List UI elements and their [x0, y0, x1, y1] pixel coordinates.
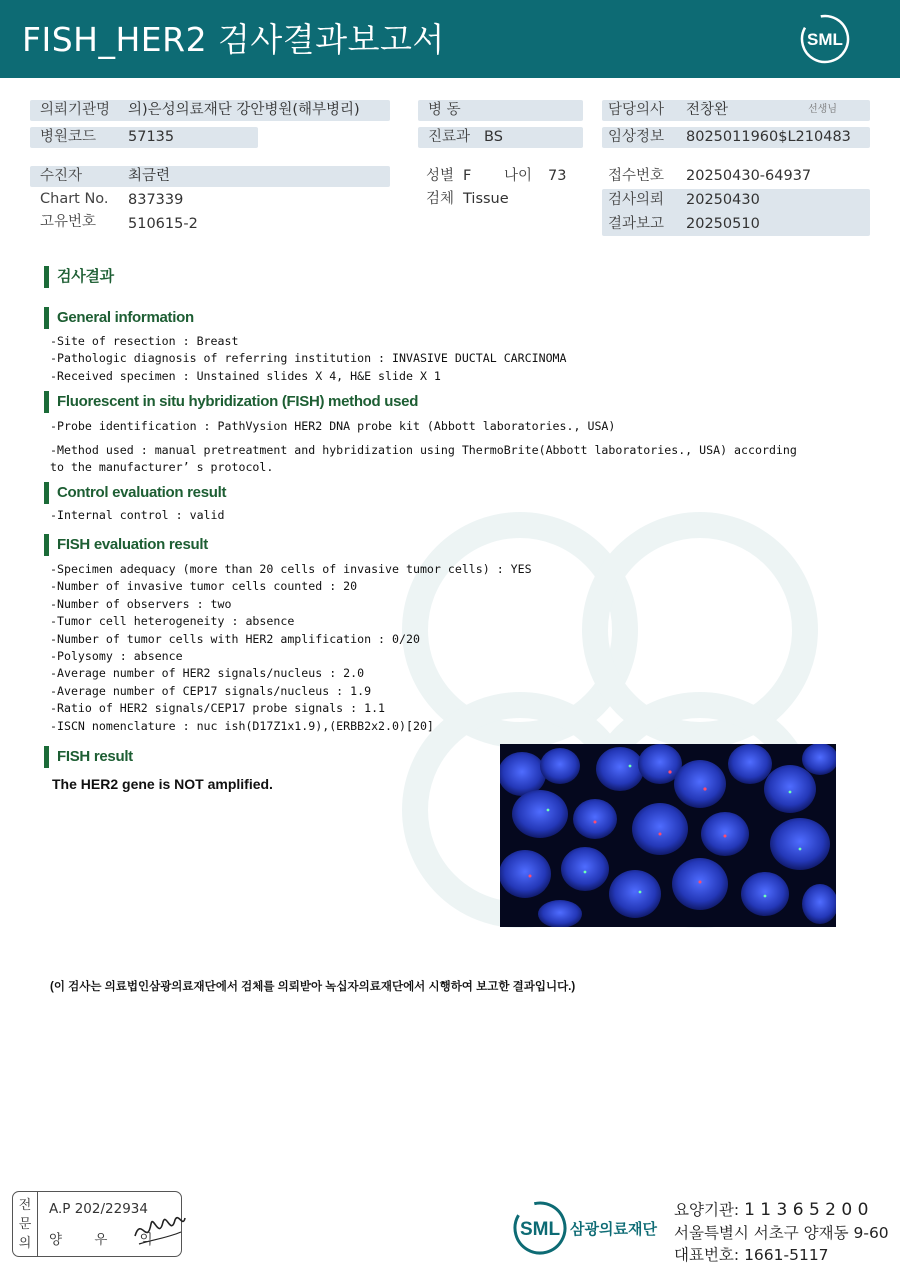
- footer-address: 서울특별시 서초구 양재동 9-60: [674, 1224, 889, 1242]
- fish-result-title: FISH result: [44, 746, 133, 768]
- probe-text: -Probe identification : PathVysion HER2 DNA probe kit (Abbott laboratories., USA): [50, 419, 616, 433]
- evaluation-title: FISH evaluation result: [44, 534, 208, 556]
- fish-microscopy-image: [500, 744, 836, 927]
- control-text: -Internal control : valid: [50, 508, 225, 522]
- dept-label: 진료과: [428, 129, 471, 145]
- stamp-side-char: 문: [18, 1216, 32, 1232]
- request-date-value: 20250430: [686, 192, 760, 208]
- stamp-side-label: [13, 1192, 38, 1256]
- specimen-value: Tissue: [463, 191, 509, 207]
- chart-value: 837339: [128, 192, 184, 208]
- footer-code-label: 요양기관:: [674, 1201, 740, 1219]
- chart-label: Chart No.: [40, 191, 109, 207]
- clinical-label: 임상정보: [608, 129, 665, 145]
- sex-value: F: [463, 168, 472, 184]
- fish-result-text: The HER2 gene is NOT amplified.: [52, 776, 273, 792]
- report-title: FISH_HER2 검사결과보고서: [22, 20, 445, 59]
- id-label: 고유번호: [40, 214, 97, 230]
- result-heading: 검사결과: [44, 266, 114, 288]
- id-value: 510615-2: [128, 216, 198, 232]
- dept-value: BS: [484, 129, 503, 145]
- clinical-value: 8025011960$L210483: [686, 129, 851, 145]
- ward-label: 병 동: [428, 102, 461, 118]
- general-info-title: General information: [44, 307, 194, 329]
- specimen-label: 검체: [426, 191, 455, 207]
- evaluation-text: -Specimen adequacy (more than 20 cells of invasive tumor cells) : YES -Number of invasive tumor cells counted : 20 -Number of observers : two -Tumor cell heterogeneity : absence -Number of tumor cells with HER2 amplification : 0/20 -Polysomy : absence -Average number of HER2 signals/nucleus : 2.0 -Average number of CEP17 signals/nucleus : 1.9 -Ratio of HER2 signals/CEP17 probe signals : 1.1 -ISCN nomenclature : nuc ish(D17Z1x1.9),(ERBB2x2.0)[20]: [50, 562, 532, 733]
- footer-code-line: [674, 1198, 868, 1220]
- footer-sml-logo-icon: [510, 1200, 570, 1256]
- general-info-text: -Site of resection : Breast -Pathologic diagnosis of referring institution : INVASIVE DUCTAL CARCINOMA -Received specimen : Unstained slides X 4, H&E slide X 1: [50, 334, 567, 383]
- stamp-side-char: 전: [18, 1197, 32, 1213]
- stamp-side-char: 의: [18, 1235, 32, 1251]
- sml-logo-icon: [800, 14, 850, 64]
- request-org-value: 의)은성의료재단 강안병원(해부병리): [128, 102, 360, 118]
- footer-code-value: 1 1 3 6 5 2 0 0: [744, 1200, 869, 1220]
- doctor-suffix: 선생님: [808, 104, 837, 115]
- stamp-license: A.P 202/22934: [49, 1201, 148, 1217]
- age-label: 나이: [504, 168, 533, 184]
- sex-label: 성별: [426, 168, 455, 184]
- patient-label: 수진자: [40, 168, 83, 184]
- report-date-label: 결과보고: [608, 216, 665, 232]
- stamp-name: 양 우 익: [49, 1232, 167, 1248]
- footer-phone-value: 1661-5117: [744, 1246, 829, 1264]
- report-date-value: 20250510: [686, 216, 760, 232]
- doctor-value: 전창완: [686, 102, 729, 118]
- control-title: Control evaluation result: [44, 482, 226, 504]
- svg-text:SML: SML: [519, 1219, 561, 1240]
- receipt-label: 접수번호: [608, 168, 665, 184]
- footer-phone-line: [674, 1243, 829, 1265]
- hospital-code-label: 병원코드: [40, 129, 97, 145]
- pathologist-stamp: [12, 1191, 182, 1257]
- footer-org-name: 삼광의료재단: [570, 1220, 657, 1238]
- patient-value: 최금련: [128, 168, 171, 184]
- footer-phone-label: 대표번호:: [674, 1246, 740, 1264]
- age-value: 73: [548, 168, 567, 184]
- request-org-label: 의뢰기관명: [40, 102, 111, 118]
- doctor-label: 담당의사: [608, 102, 665, 118]
- report-header: [0, 0, 900, 78]
- request-date-label: 검사의뢰: [608, 192, 665, 208]
- footnote: (이 검사는 의료법인삼광의료재단에서 검체를 의뢰받아 녹십자의료재단에서 시행하여 보고한 결과입니다.): [50, 981, 576, 993]
- svg-text:SML: SML: [807, 30, 843, 49]
- row-bar-patient: [30, 166, 390, 187]
- hospital-code-value: 57135: [128, 129, 175, 145]
- receipt-value: 20250430-64937: [686, 168, 812, 184]
- signature-icon: [131, 1206, 187, 1250]
- method-text: -Method used : manual pretreatment and hybridization using ThermoBrite(Abbott laboratories., USA) according to the manufacturer’ s protocol.: [50, 443, 797, 475]
- method-title: Fluorescent in situ hybridization (FISH) method used: [44, 391, 418, 413]
